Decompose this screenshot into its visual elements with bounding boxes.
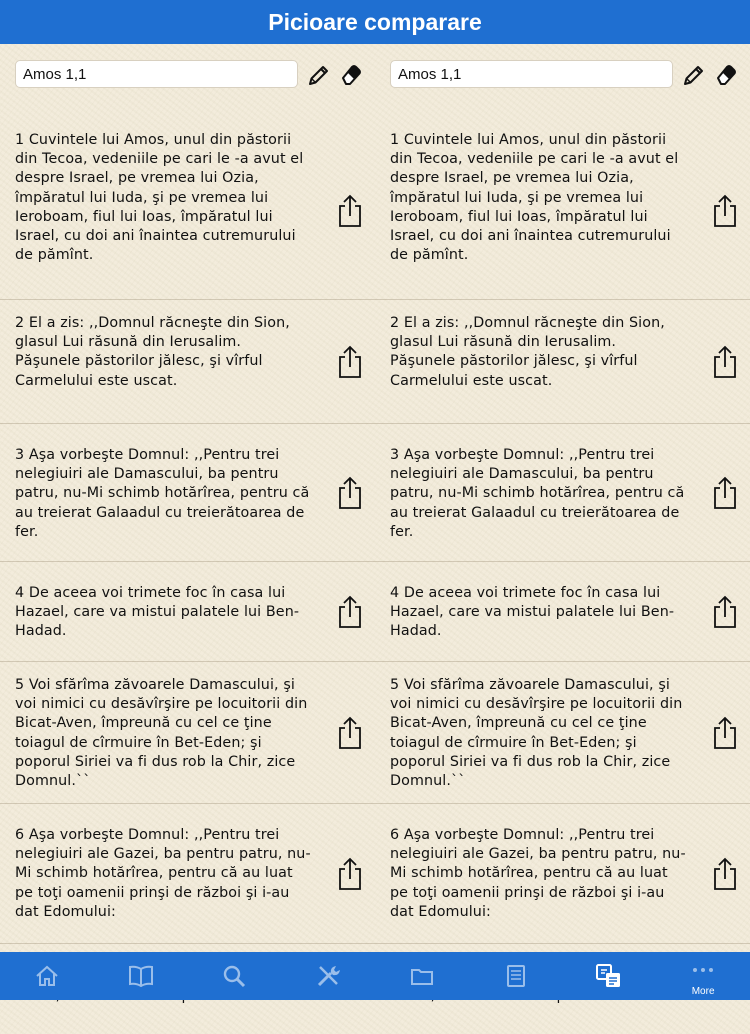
- book-icon: [127, 963, 155, 989]
- home-icon: [34, 963, 60, 989]
- verse-row: [375, 662, 750, 804]
- verse-row: [0, 662, 375, 804]
- share-icon[interactable]: [337, 716, 363, 750]
- verse-list: [375, 122, 750, 1034]
- clear-reference-button[interactable]: [712, 61, 740, 89]
- compare-column-left: [0, 44, 375, 952]
- tab-notes[interactable]: [469, 952, 563, 1000]
- verse-row: [375, 424, 750, 562]
- tab-compare[interactable]: [563, 952, 657, 1000]
- verse-text: 4 De aceea voi trimete foc în casa lui Hazael, care va mistui palatele lui Ben- Hadad.: [390, 585, 675, 640]
- share-icon[interactable]: [712, 476, 738, 510]
- verse-text: 5 Voi sfărîma zăvoarele Damascului, şi voi nimici cu desăvîrşire pe locuitorii din Bicat-Aven, împreună cu cel ce ţine toiagul de cîrmuire în Bet-Eden; şi poporul Siriei va fi dus rob la Chir, zice Domnul.``: [15, 677, 308, 790]
- notes-icon: [503, 963, 529, 989]
- verse-row: [0, 562, 375, 662]
- folder-icon: [409, 963, 435, 989]
- verse-text: 3 Aşa vorbeşte Domnul: ,,Pentru trei nelegiuiri ale Damascului, ba pentru patru, nu-Mi schimb hotărîrea, pentru că au treierat Galaadul cu treierătoarea de fer.: [15, 447, 310, 540]
- verse-text: 3 Aşa vorbeşte Domnul: ,,Pentru trei nelegiuiri ale Damascului, ba pentru patru, nu-Mi schimb hotărîrea, pentru că au treierat Galaadul cu treierătoarea de fer.: [390, 447, 685, 540]
- more-icon: [690, 963, 716, 977]
- share-icon[interactable]: [712, 194, 738, 228]
- compare-column-right: [375, 44, 750, 952]
- verse-row: [0, 424, 375, 562]
- verse-text: 1 Cuvintele lui Amos, unul din păstorii din Tecoa, vedeniile pe cari le -a avut el despre Israel, pe vremea lui Ozia, împăratul lui Iuda, şi pe vremea lui Ieroboam, fiul lui Ioas, împăratul lui Israel, cu doi ani înaintea cutremurului de pămînt.: [15, 132, 304, 264]
- tab-search[interactable]: [188, 952, 282, 1000]
- clear-reference-button[interactable]: [337, 61, 365, 89]
- share-icon[interactable]: [337, 194, 363, 228]
- pencil-icon: [307, 63, 331, 87]
- title-bar: [0, 0, 750, 44]
- verse-row: [0, 122, 375, 300]
- edit-reference-button[interactable]: [305, 61, 333, 89]
- eraser-icon: [714, 63, 738, 87]
- pencil-icon: [682, 63, 706, 87]
- share-icon[interactable]: [337, 476, 363, 510]
- verse-text: 5 Voi sfărîma zăvoarele Damascului, şi voi nimici cu desăvîrşire pe locuitorii din Bicat-Aven, împreună cu cel ce ţine toiagul de cîrmuire în Bet-Eden; şi poporul Siriei va fi dus rob la Chir, zice Domnul.``: [390, 677, 683, 790]
- tab-home[interactable]: [0, 952, 94, 1000]
- verse-text: 4 De aceea voi trimete foc în casa lui Hazael, care va mistui palatele lui Ben- Hadad.: [15, 585, 300, 640]
- edit-reference-button[interactable]: [680, 61, 708, 89]
- share-icon[interactable]: [337, 595, 363, 629]
- verse-text: 1 Cuvintele lui Amos, unul din păstorii din Tecoa, vedeniile pe cari le -a avut el despre Israel, pe vremea lui Ozia, împăratul lui Iuda, şi pe vremea lui Ieroboam, fiul lui Ioas, împăratul lui Israel, cu doi ani înaintea cutremurului de pămînt.: [390, 132, 679, 264]
- verse-row: [375, 562, 750, 662]
- share-icon[interactable]: [337, 857, 363, 891]
- page-title: Picioare comparare: [268, 8, 482, 35]
- verse-row: [0, 804, 375, 944]
- tab-tools[interactable]: [281, 952, 375, 1000]
- verse-text: 2 El a zis: ,,Domnul răcneşte din Sion, glasul Lui răsună din Ierusalim. Păşunele păstorilor jălesc, şi vîrful Carmelului este uscat.: [15, 315, 290, 389]
- verse-row: [375, 300, 750, 424]
- tab-bible[interactable]: [94, 952, 188, 1000]
- share-icon[interactable]: [712, 595, 738, 629]
- verse-text: 6 Aşa vorbeşte Domnul: ,,Pentru trei nelegiuiri ale Gazei, ba pentru patru, nu- Mi schimb hotărîrea, pentru că au luat pe toţi oamenii prinşi de război şi i-au dat Edomului:: [15, 827, 311, 920]
- tab-more[interactable]: [656, 952, 750, 1000]
- reference-bar: [15, 60, 375, 90]
- verse-row: [375, 804, 750, 944]
- share-icon[interactable]: [712, 345, 738, 379]
- share-icon[interactable]: [712, 857, 738, 891]
- reference-input[interactable]: Amos 1,1: [390, 60, 673, 88]
- reference-input[interactable]: Amos 1,1: [15, 60, 298, 88]
- verse-row: [375, 122, 750, 300]
- tab-bar: [0, 952, 750, 1000]
- verse-text: 2 El a zis: ,,Domnul răcneşte din Sion, glasul Lui răsună din Ierusalim. Păşunele păstorilor jălesc, şi vîrful Carmelului este uscat.: [390, 315, 665, 389]
- compare-icon: [595, 962, 623, 990]
- tab-more-label: More: [691, 986, 715, 997]
- search-icon: [221, 963, 247, 989]
- eraser-icon: [339, 63, 363, 87]
- share-icon[interactable]: [337, 345, 363, 379]
- verse-row: [0, 300, 375, 424]
- reference-bar: [390, 60, 750, 90]
- tab-folder[interactable]: [375, 952, 469, 1000]
- tools-icon: [315, 963, 341, 989]
- verse-text: 6 Aşa vorbeşte Domnul: ,,Pentru trei nelegiuiri ale Gazei, ba pentru patru, nu- Mi schimb hotărîrea, pentru că au luat pe toţi oamenii prinşi de război şi i-au dat Edomului:: [390, 827, 686, 920]
- share-icon[interactable]: [712, 716, 738, 750]
- verse-list: [0, 122, 375, 1034]
